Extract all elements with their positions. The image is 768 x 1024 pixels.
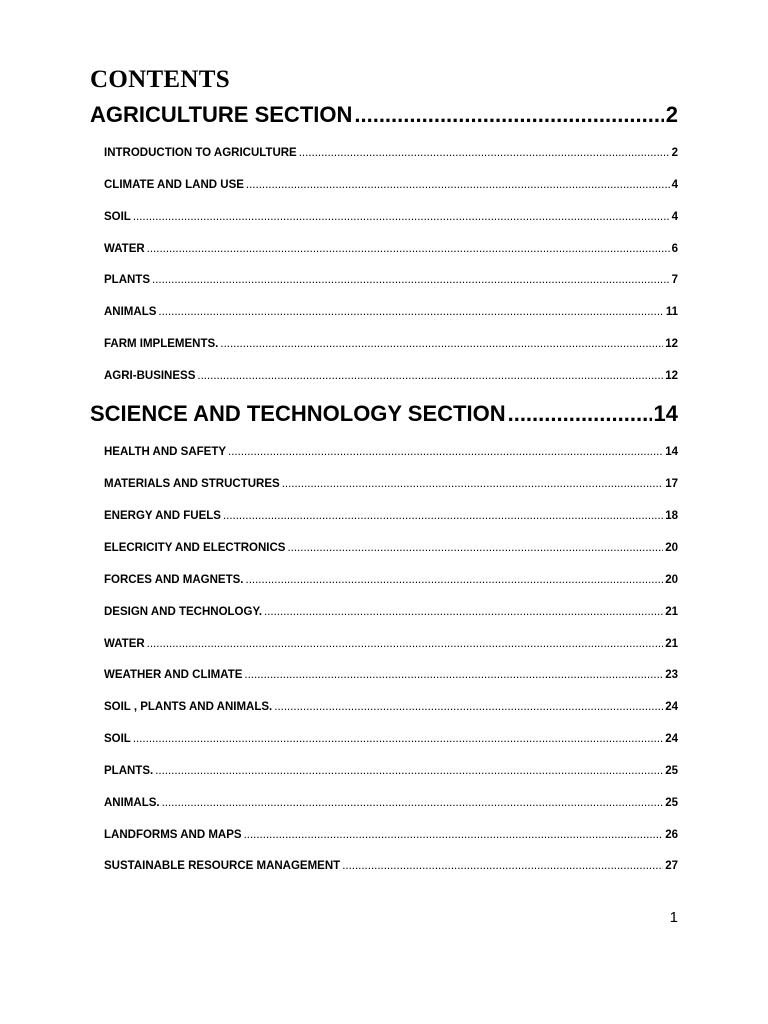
toc-entry-label: INTRODUCTION TO AGRICULTURE bbox=[104, 147, 297, 159]
toc-entry-page: 24 bbox=[665, 733, 678, 745]
toc-entry[interactable] bbox=[104, 478, 678, 490]
toc-entry-label: WEATHER AND CLIMATE bbox=[104, 669, 243, 681]
toc-entry[interactable] bbox=[104, 701, 678, 713]
toc-entry-label: ANIMALS. bbox=[104, 797, 160, 809]
toc-entry-page: 20 bbox=[665, 542, 678, 554]
toc-entry-page: 21 bbox=[665, 606, 678, 618]
toc-section-label: AGRICULTURE SECTION bbox=[90, 102, 353, 127]
toc-section-page: 14 bbox=[653, 401, 678, 426]
toc-entry[interactable] bbox=[104, 797, 678, 809]
toc-entry-label: PLANTS bbox=[104, 274, 150, 286]
toc-entry[interactable] bbox=[104, 574, 678, 586]
dot-leader bbox=[246, 179, 670, 191]
toc-entry-label: CLIMATE AND LAND USE bbox=[104, 179, 244, 191]
dot-leader bbox=[274, 701, 663, 713]
dot-leader bbox=[147, 638, 664, 650]
dot-leader bbox=[264, 606, 663, 618]
toc-entry[interactable] bbox=[104, 765, 678, 777]
toc-entry[interactable] bbox=[104, 338, 678, 350]
toc-entry-label: SUSTAINABLE RESOURCE MANAGEMENT bbox=[104, 860, 341, 872]
dot-leader bbox=[244, 669, 663, 681]
toc-entry-label: FARM IMPLEMENTS. bbox=[104, 338, 219, 350]
dot-leader bbox=[223, 510, 663, 522]
toc-entry-label: ANIMALS bbox=[104, 306, 157, 318]
dot-leader bbox=[299, 147, 670, 159]
dot-leader bbox=[155, 765, 663, 777]
toc-section-science-technology[interactable] bbox=[90, 401, 678, 427]
dot-leader bbox=[508, 401, 652, 427]
toc-section-label: SCIENCE AND TECHNOLOGY SECTION bbox=[90, 401, 506, 426]
page-number: 1 bbox=[669, 909, 678, 926]
dot-leader bbox=[147, 243, 670, 255]
toc-entry-label: MATERIALS AND STRUCTURES bbox=[104, 478, 280, 490]
toc-entry-page: 18 bbox=[665, 510, 678, 522]
dot-leader bbox=[133, 733, 663, 745]
toc-entry-page: 12 bbox=[665, 338, 678, 350]
toc-entry-label: WATER bbox=[104, 243, 145, 255]
toc-entry[interactable] bbox=[104, 179, 678, 191]
toc-entry-page: 2 bbox=[671, 147, 678, 159]
dot-leader bbox=[246, 574, 664, 586]
toc-entry-label: ELECRICITY AND ELECTRONICS bbox=[104, 542, 286, 554]
toc-entry-label: FORCES AND MAGNETS. bbox=[104, 574, 244, 586]
dot-leader bbox=[282, 478, 664, 490]
toc-entry[interactable] bbox=[104, 510, 678, 522]
toc-entry-page: 25 bbox=[665, 797, 678, 809]
toc-entry[interactable] bbox=[104, 733, 678, 745]
toc-entry-page: 17 bbox=[665, 478, 678, 490]
toc-entry-page: 11 bbox=[665, 306, 678, 318]
toc-entry-label: SOIL bbox=[104, 733, 131, 745]
toc-entry-label: SOIL bbox=[104, 211, 131, 223]
dot-leader bbox=[152, 274, 670, 286]
toc-section-agriculture[interactable] bbox=[90, 102, 678, 128]
toc-entry-label: WATER bbox=[104, 638, 145, 650]
page-title: CONTENTS bbox=[90, 66, 230, 93]
toc-entry-page: 27 bbox=[665, 860, 678, 872]
toc-entry-page: 24 bbox=[665, 701, 678, 713]
toc-entry[interactable] bbox=[104, 829, 678, 841]
toc-entry-label: ENERGY AND FUELS bbox=[104, 510, 221, 522]
toc-entry-page: 21 bbox=[665, 638, 678, 650]
toc-entry-page: 23 bbox=[665, 669, 678, 681]
dot-leader bbox=[197, 370, 663, 382]
toc-section-page: 2 bbox=[665, 102, 678, 127]
toc-entry[interactable] bbox=[104, 211, 678, 223]
toc-entry-label: HEALTH AND SAFETY bbox=[104, 446, 227, 458]
toc-entry-page: 7 bbox=[671, 274, 678, 286]
dot-leader bbox=[162, 797, 664, 809]
toc-entry-label: AGRI-BUSINESS bbox=[104, 370, 196, 382]
toc-entry[interactable] bbox=[104, 147, 678, 159]
toc-entry[interactable] bbox=[104, 446, 678, 458]
dot-leader bbox=[342, 860, 663, 872]
toc-entry-page: 12 bbox=[665, 370, 678, 382]
toc-entry-page: 4 bbox=[671, 179, 678, 191]
toc-entry-label: LANDFORMS AND MAPS bbox=[104, 829, 242, 841]
toc-entry[interactable] bbox=[104, 370, 678, 382]
dot-leader bbox=[287, 542, 663, 554]
dot-leader bbox=[158, 306, 663, 318]
toc-entry-page: 4 bbox=[671, 211, 678, 223]
toc-entry-page: 26 bbox=[665, 829, 678, 841]
toc-entry-page: 14 bbox=[665, 446, 678, 458]
toc-entry[interactable] bbox=[104, 638, 678, 650]
dot-leader bbox=[228, 446, 663, 458]
toc-entry-page: 20 bbox=[665, 574, 678, 586]
toc-entry-page: 6 bbox=[671, 243, 678, 255]
toc-entry-label: PLANTS. bbox=[104, 765, 154, 777]
toc-entry[interactable] bbox=[104, 306, 678, 318]
toc-entry[interactable] bbox=[104, 274, 678, 286]
toc-entry[interactable] bbox=[104, 542, 678, 554]
toc-entry[interactable] bbox=[104, 606, 678, 618]
dot-leader bbox=[220, 338, 663, 350]
toc-entry-page: 25 bbox=[665, 765, 678, 777]
dot-leader bbox=[133, 211, 670, 223]
toc-entry-label: SOIL , PLANTS AND ANIMALS. bbox=[104, 701, 273, 713]
toc-entry[interactable] bbox=[104, 243, 678, 255]
toc-entry-label: DESIGN AND TECHNOLOGY. bbox=[104, 606, 263, 618]
toc-entry[interactable] bbox=[104, 669, 678, 681]
toc-entry[interactable] bbox=[104, 860, 678, 872]
dot-leader bbox=[354, 102, 663, 128]
dot-leader bbox=[244, 829, 664, 841]
